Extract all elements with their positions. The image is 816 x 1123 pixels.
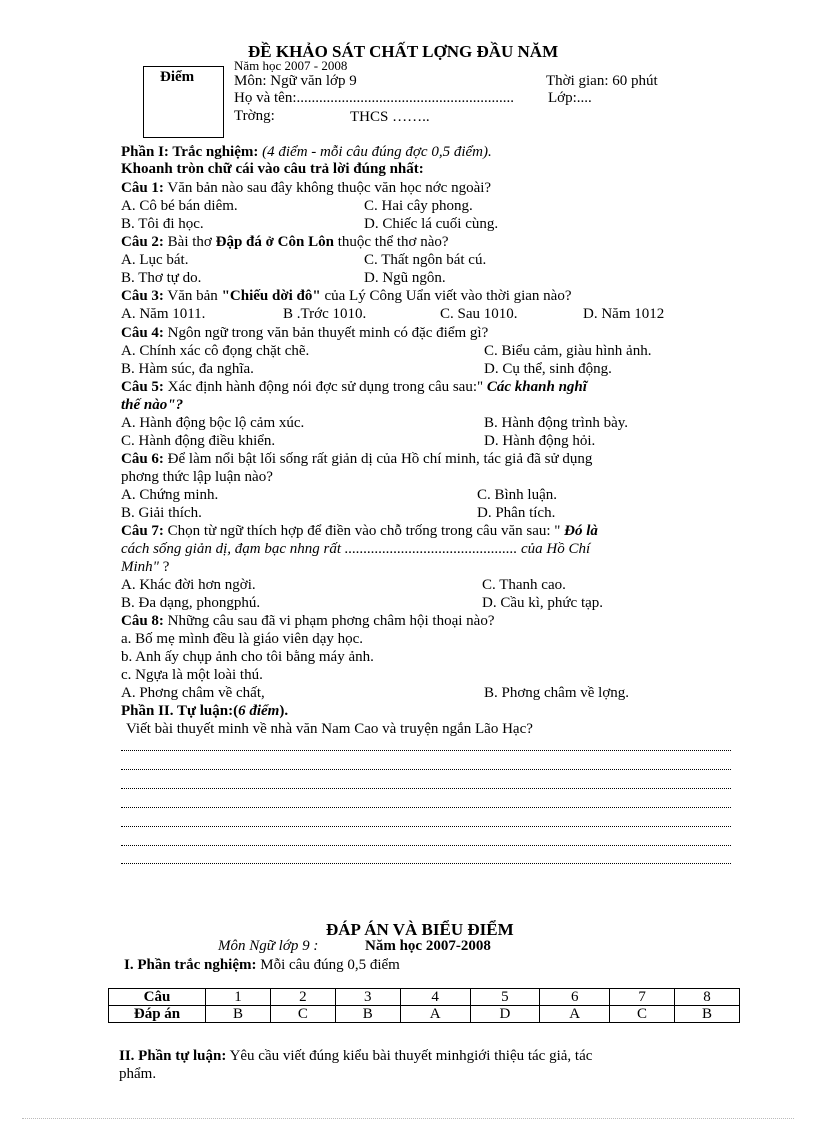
answer-line bbox=[121, 845, 731, 846]
q1-option-b: B. Tôi đi học. bbox=[121, 216, 204, 232]
question-text: Văn bản bbox=[163, 288, 222, 304]
question-text: ? bbox=[158, 559, 170, 575]
question-3 bbox=[121, 288, 572, 305]
subject-line: Môn: Ngữ văn lớp 9 bbox=[234, 73, 357, 89]
q3-option-c: C. Sau 1010. bbox=[440, 306, 518, 322]
question-6-line2: phơng thức lập luận nào? bbox=[121, 469, 273, 485]
time-line: Thời gian: 60 phút bbox=[546, 73, 658, 89]
question-label: Câu 4: bbox=[121, 325, 164, 341]
q7-option-d: D. Cầu kì, phức tạp. bbox=[482, 595, 604, 611]
q3-option-d: D. Năm 1012 bbox=[583, 306, 665, 322]
q6-option-b: B. Giải thích. bbox=[121, 505, 202, 521]
answer-key-subject: Môn Ngữ lớp 9 : bbox=[218, 938, 319, 954]
question-bold-text: Đập đá ở Côn Lôn bbox=[215, 234, 334, 250]
score-label: Điểm bbox=[160, 69, 195, 85]
page-footer-divider bbox=[22, 1118, 794, 1119]
q8-option-a: A. Phơng châm về chất, bbox=[121, 685, 265, 701]
answer-key-year: Năm học 2007-2008 bbox=[365, 938, 491, 954]
question-text: Văn bản nào sau đây không thuộc văn học nớc ngoài? bbox=[163, 180, 492, 196]
instruction: Khoanh tròn chữ cái vào câu trả lời đúng nhất: bbox=[121, 161, 424, 177]
table-cell: A bbox=[540, 1006, 610, 1023]
q4-option-c: C. Biểu cảm, giàu hình ảnh. bbox=[484, 343, 652, 359]
question-quote: Các khanh nghĩ bbox=[486, 379, 587, 395]
part1-title: Phần I: Trắc nghiệm: bbox=[121, 144, 259, 160]
question-1 bbox=[121, 180, 491, 197]
question-text: của Lý Công Uẩn viết vào thời gian nào? bbox=[320, 288, 572, 304]
school-label: Trờng: bbox=[234, 108, 275, 124]
table-cell: B bbox=[206, 1006, 271, 1023]
q5-option-b-right: B. Hành động trình bày. bbox=[484, 415, 629, 431]
table-header-cell: Đáp án bbox=[109, 1006, 206, 1023]
answer-key-part2-line2: phẩm. bbox=[119, 1066, 157, 1082]
q6-option-a: A. Chứng minh. bbox=[121, 487, 219, 503]
school-value: THCS …….. bbox=[350, 109, 430, 125]
table-cell: 2 bbox=[270, 989, 335, 1006]
q2-option-a: A. Lục bát. bbox=[121, 252, 189, 268]
exam-year: Năm học 2007 - 2008 bbox=[234, 58, 348, 73]
question-bold-text: "Chiếu dời đô" bbox=[221, 288, 321, 304]
class-field: Lớp:.... bbox=[548, 90, 592, 106]
q2-option-d: D. Ngũ ngôn. bbox=[364, 270, 446, 286]
answer-line bbox=[121, 863, 731, 864]
question-5 bbox=[121, 379, 587, 396]
q7-option-a: A. Khác đời hơn ngời. bbox=[121, 577, 256, 593]
q3-option-b: B .Trớc 1010. bbox=[283, 306, 367, 322]
q6-option-c: C. Bình luận. bbox=[477, 487, 558, 503]
q7-option-b: B. Đa dạng, phongphú. bbox=[121, 595, 261, 611]
question-quote-end: Minh" bbox=[121, 559, 159, 575]
q7-option-c: C. Thanh cao. bbox=[482, 577, 566, 593]
table-cell: B bbox=[675, 1006, 740, 1023]
part2-tail: ). bbox=[279, 703, 289, 719]
question-2 bbox=[121, 234, 449, 251]
answer-table bbox=[108, 988, 740, 1023]
q2-option-b: B. Thơ tự do. bbox=[121, 270, 202, 286]
question-text: Những câu sau đã vi phạm phơng châm hội thoại nào? bbox=[163, 613, 495, 629]
q1-option-d: D. Chiếc lá cuối cùng. bbox=[364, 216, 499, 232]
answer-line bbox=[121, 807, 731, 808]
answer-key-part2 bbox=[119, 1048, 592, 1065]
answer-key-title: ĐÁP ÁN VÀ BIỂU ĐIỂM bbox=[326, 920, 514, 939]
question-quote: Đó là bbox=[564, 523, 598, 539]
part1-heading bbox=[121, 144, 492, 161]
part1-title: I. Phần trắc nghiệm: bbox=[124, 957, 257, 973]
question-4 bbox=[121, 325, 488, 342]
q2-option-c: C. Thất ngôn bát cú. bbox=[364, 252, 487, 268]
answer-line bbox=[121, 769, 731, 770]
name-field: Họ và tên:.......................................................... bbox=[234, 90, 514, 106]
q8-sentence-a: a. Bố mẹ mình đều là giáo viên dạy học. bbox=[121, 631, 364, 647]
question-label: Câu 5: bbox=[121, 379, 164, 395]
question-8 bbox=[121, 613, 495, 630]
q4-option-d: D. Cụ thể, sinh động. bbox=[484, 361, 612, 377]
part1-note: Mỗi câu đúng 0,5 điểm bbox=[256, 957, 400, 973]
question-label: Câu 8: bbox=[121, 613, 164, 629]
question-7 bbox=[121, 523, 598, 540]
table-cell: 3 bbox=[335, 989, 400, 1006]
question-label: Câu 6: bbox=[121, 451, 164, 467]
table-row bbox=[109, 1006, 740, 1023]
answer-line bbox=[121, 750, 731, 751]
question-5-quote-end: thế nào"? bbox=[121, 397, 184, 413]
q8-option-b: B. Phơng châm về lợng. bbox=[484, 685, 630, 701]
question-text: Bài thơ bbox=[163, 234, 216, 250]
q1-option-a: A. Cô bé bán diêm. bbox=[121, 198, 238, 214]
part2-title: Phần II. Tự luận:( bbox=[121, 703, 239, 719]
q5-option-d: D. Hành động hỏi. bbox=[484, 433, 596, 449]
table-cell: B bbox=[335, 1006, 400, 1023]
part2-score: 6 điểm bbox=[238, 703, 280, 719]
q8-sentence-c: c. Ngựa là một loài thú. bbox=[121, 667, 263, 683]
part2-heading bbox=[121, 703, 288, 720]
q4-option-a: A. Chính xác cô đọng chặt chẽ. bbox=[121, 343, 310, 359]
table-cell: C bbox=[270, 1006, 335, 1023]
question-label: Câu 7: bbox=[121, 523, 164, 539]
table-cell: C bbox=[610, 1006, 675, 1023]
question-text: Ngôn ngữ trong văn bản thuyết minh có đặc điểm gì? bbox=[163, 325, 489, 341]
question-7-line2: cách sống giản dị, đạm bạc nhng rất .............................................. của Hồ Chí bbox=[121, 541, 591, 557]
question-label: Câu 2: bbox=[121, 234, 164, 250]
answer-line bbox=[121, 788, 731, 789]
answer-key-part1 bbox=[124, 957, 400, 974]
question-label: Câu 1: bbox=[121, 180, 164, 196]
question-label: Câu 3: bbox=[121, 288, 164, 304]
table-cell: D bbox=[470, 1006, 540, 1023]
question-text: Xác định hành động nói đợc sử dụng trong câu sau:" bbox=[163, 379, 487, 395]
q5-option-a: A. Hành động bộc lộ cảm xúc. bbox=[121, 415, 305, 431]
table-cell: 5 bbox=[470, 989, 540, 1006]
table-cell: 7 bbox=[610, 989, 675, 1006]
exam-title: ĐỀ KHẢO SÁT CHẤT LỢNG ĐẦU NĂM bbox=[248, 42, 559, 61]
question-6 bbox=[121, 451, 592, 468]
question-7-line3 bbox=[121, 559, 169, 576]
q6-option-d: D. Phân tích. bbox=[477, 505, 556, 521]
question-text: Để làm nổi bật lối sống rất giản dị của Hồ chí minh, tác giả đã sử dụng bbox=[163, 451, 593, 467]
question-text: Chọn từ ngữ thích hợp để điền vào chỗ trống trong câu văn sau: " bbox=[163, 523, 565, 539]
q5-option-c-left: C. Hành động điều khiển. bbox=[121, 433, 276, 449]
table-cell: 8 bbox=[675, 989, 740, 1006]
q1-option-c: C. Hai cây phong. bbox=[364, 198, 473, 214]
question-text: thuộc thể thơ nào? bbox=[333, 234, 449, 250]
table-cell: 4 bbox=[400, 989, 470, 1006]
q3-option-a: A. Năm 1011. bbox=[121, 306, 206, 322]
table-cell: 1 bbox=[206, 989, 271, 1006]
answer-line bbox=[121, 826, 731, 827]
table-cell: A bbox=[400, 1006, 470, 1023]
part2-title: II. Phần tự luận: bbox=[119, 1048, 227, 1064]
table-row bbox=[109, 989, 740, 1006]
part2-prompt: Viết bài thuyết minh về nhà văn Nam Cao và truyện ngắn Lão Hạc? bbox=[126, 721, 533, 737]
part1-note: (4 điểm - mỗi câu đúng đợc 0,5 điểm). bbox=[262, 144, 492, 160]
table-cell: 6 bbox=[540, 989, 610, 1006]
part2-text: Yêu cầu viết đúng kiểu bài thuyết minhgiới thiệu tác giả, tác bbox=[226, 1048, 593, 1064]
q8-sentence-b: b. Anh ấy chụp ảnh cho tôi bằng máy ảnh. bbox=[121, 649, 374, 665]
table-header-cell: Câu bbox=[109, 989, 206, 1006]
q4-option-b: B. Hàm súc, đa nghĩa. bbox=[121, 361, 254, 377]
